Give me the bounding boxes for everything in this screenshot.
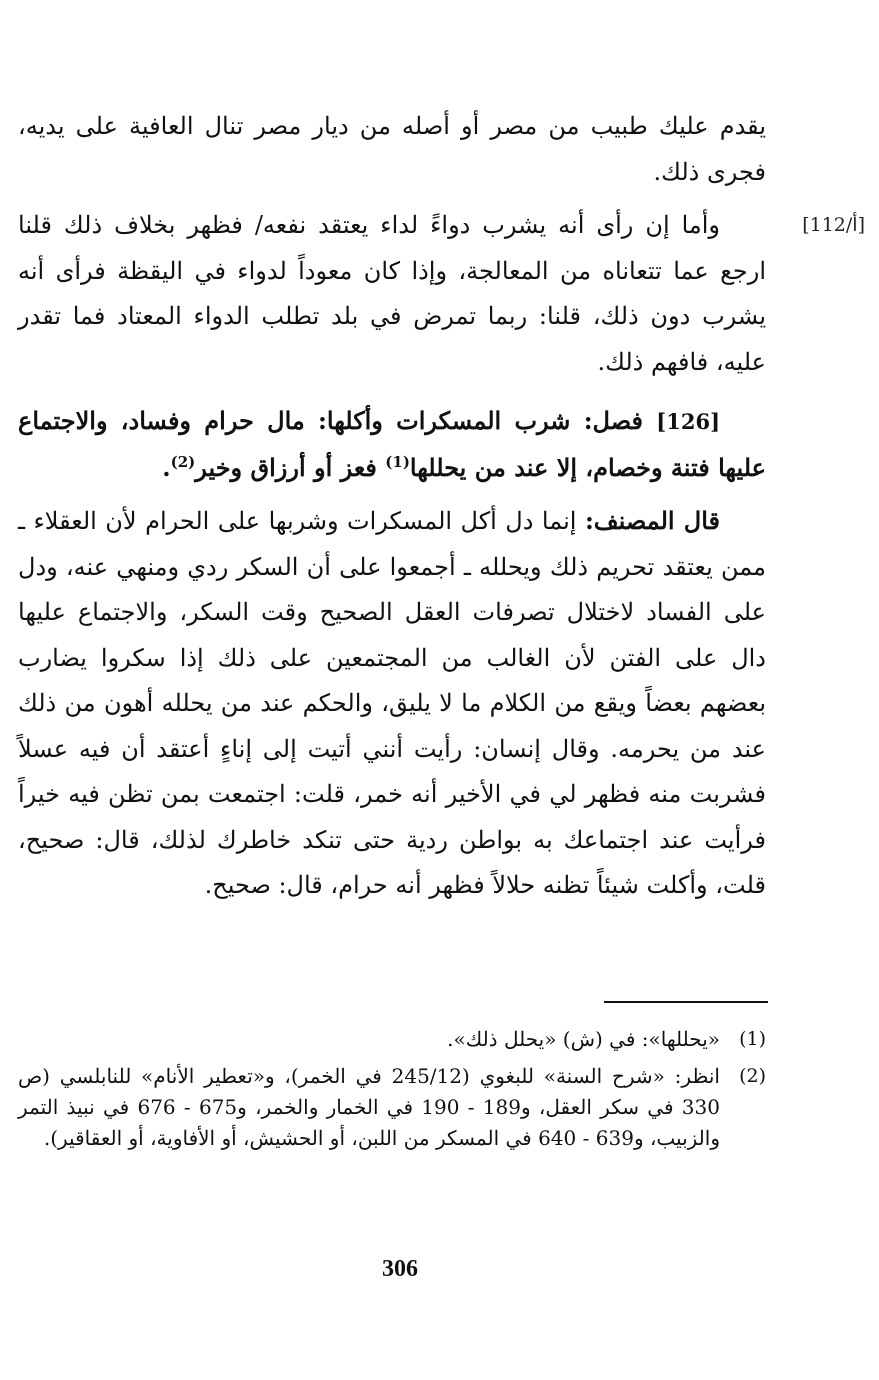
footnote-text: «يحللها»: في (ش) «يحلل ذلك».: [447, 1027, 720, 1051]
paragraph-continuation: [18, 104, 766, 195]
footnote-number: (2): [739, 1065, 766, 1087]
section-number: [126]: [656, 409, 721, 434]
footnote-item: [18, 1024, 766, 1055]
footnote-marker-2[interactable]: (2): [170, 452, 196, 471]
section-text-continued: فعز أو أرزاق وخير: [195, 452, 377, 482]
footnote-item: [18, 1061, 766, 1154]
paragraph-text: إنما دل أكل المسكرات وشربها على الحرام لأن العقلاء ـ ممن يعتقد تحريم ذلك ويحلله ـ أجمعوا على أن السكر ردي ومنهي عنه، ودل على الفساد لاختلال تصرفات العقل الصحيح وقت السكر، والاجتماع عليها دال على الفتن لأن الغالب من المجتمعين على ذلك إذا سكروا يضارب بعضهم بعضاً ويقع من الكلام ما لا يليق، والحكم عند من يحلله أهون من ذلك عند من يحرمه. وقال إنسان: رأيت أنني أتيت إلى إناءٍ أعتقد أن فيه عسلاً فشربت منه فظهر لي في الأخير أنه خمر، قلت: اجتمعت بمن تظن فيه خيراً فرأيت عند اجتماعك به بواطن ردية حتى تنكد خاطرك لذلك، قال: صحيح، قلت، وأكلت شيئاً تظنه حلالاً فظهر أنه حرام، قال: صحيح.: [18, 507, 766, 899]
footnote-separator: [604, 1001, 768, 1003]
section-text: شرب المسكرات وأكلها: مال حرام وفساد، والاجتماع عليها فتنة وخصام، إلا عند من يحللها: [18, 406, 766, 482]
author-label: قال المصنف:: [584, 506, 720, 535]
footnote-text: انظر: «شرح السنة» للبغوي (245/12 في الخمر)، و«تعطير الأنام» للنابلسي (ص 330 في سكر العقل، و189 - 190 في الخمار والخمر، و675 - 676 في نبيذ التمر والزبيب، و639 - 640 في المسكر من اللبن، أو الحشيش، أو الأفاوية، أو العقاقير).: [18, 1064, 720, 1150]
manuscript-folio-reference: [112/أ]: [802, 214, 865, 236]
section-end-punctuation: .: [162, 452, 171, 482]
footnote-marker-1[interactable]: (1): [385, 452, 410, 471]
footnote-number: (1): [739, 1028, 766, 1050]
paragraph-author-commentary: [18, 498, 766, 909]
section-label: فصل:: [583, 406, 644, 435]
section-heading-paragraph: [18, 398, 766, 490]
footnotes: [18, 1024, 766, 1160]
paragraph-text: وأما إن رأى أنه يشرب دواءً لداء يعتقد نفعه/ فظهر بخلاف ذلك قلنا ارجع عما تتعاناه من المعالجة، وإذا كان معوداً لدواء في اليقظة فرأى أنه يشرب دون ذلك، قلنا: ربما تمرض في بلد تطلب الدواء المعتاد فما تقدر عليه، فافهم ذلك.: [18, 211, 766, 376]
paragraph-text: يقدم عليك طبيب من مصر أو أصله من ديار مصر تنال العافية على يديه، فجرى ذلك.: [18, 112, 766, 186]
page-number: 306: [382, 1256, 418, 1282]
paragraph-dream-medicine: [18, 203, 766, 385]
